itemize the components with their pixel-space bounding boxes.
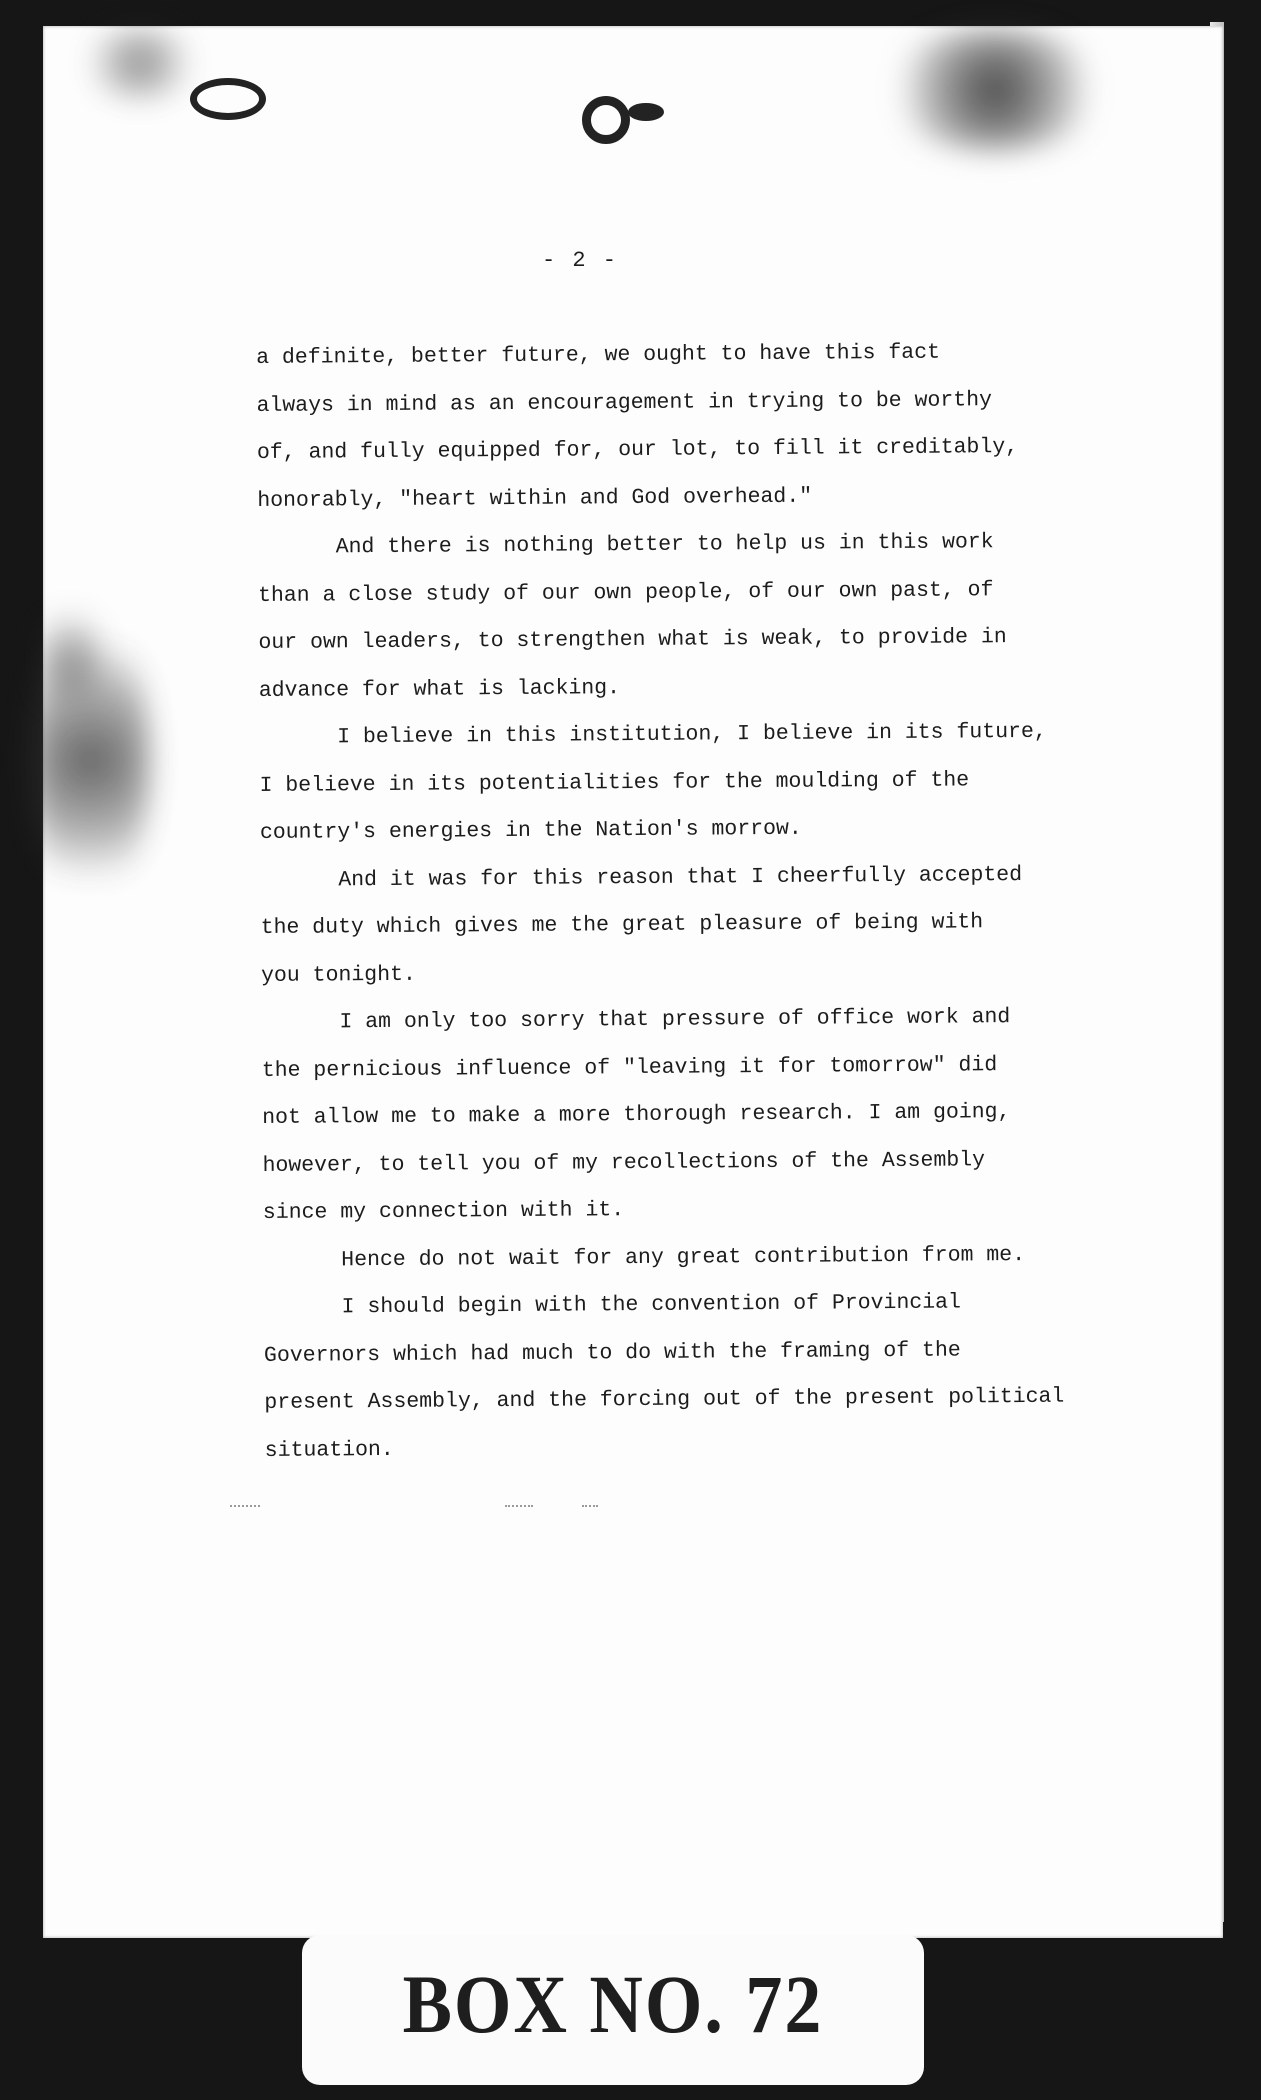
text-line: country's energies in the Nation's morrow. xyxy=(259,816,802,845)
punch-hole-center xyxy=(582,96,630,144)
text-line: I am only too sorry that pressure of office work and xyxy=(339,1005,1011,1035)
text-line: And it was for this reason that I cheerfully accepted xyxy=(338,862,1023,892)
text-line: situation. xyxy=(264,1437,394,1463)
text-line: I should begin with the convention of Provincial xyxy=(341,1290,962,1320)
dotted-mark xyxy=(582,1505,598,1509)
ink-smudge-top-right xyxy=(880,30,1110,150)
text-line: a definite, better future, we ought to have this fact xyxy=(256,340,941,370)
box-label-card xyxy=(302,1935,924,2085)
ink-smudge-left-small xyxy=(40,600,100,720)
text-line: advance for what is lacking. xyxy=(258,675,621,703)
text-line: And there is nothing better to help us in this work xyxy=(335,530,994,560)
text-line: honorably, "heart within and God overhead." xyxy=(257,484,813,513)
dotted-mark xyxy=(505,1505,533,1509)
text-line: Hence do not wait for any great contribution from me. xyxy=(341,1242,1026,1272)
text-line: present Assembly, and the forcing out of the present political xyxy=(264,1384,1065,1415)
text-line: since my connection with it. xyxy=(262,1198,625,1225)
text-line: Governors which had much to do with the framing of the xyxy=(263,1337,961,1368)
text-line: you tonight. xyxy=(260,962,416,988)
text-line: than a close study of our own people, of our own past, of xyxy=(257,577,994,608)
text-line: I believe in this institution, I believe in its future, xyxy=(337,719,1047,750)
box-label-text: BOX NO. 72 xyxy=(402,1959,824,2051)
punch-hole-tail xyxy=(628,103,664,121)
text-line: the duty which gives me the great pleasure of being with xyxy=(260,910,984,940)
text-line: our own leaders, to strengthen what is weak, to provide in xyxy=(258,625,1007,655)
text-line: the pernicious influence of "leaving it for tomorrow" did xyxy=(261,1052,998,1083)
text-line: of, and fully equipped for, our lot, to fill it creditably, xyxy=(256,435,1019,465)
ink-smudge-top-left xyxy=(80,28,200,98)
text-line: I believe in its potentialities for the moulding of the xyxy=(259,767,970,798)
dotted-mark xyxy=(230,1505,260,1509)
text-line: always in mind as an encouragement in trying to be worthy xyxy=(256,387,993,418)
text-line: not allow me to make a more thorough research. I am going, xyxy=(262,1100,1011,1130)
text-line: however, to tell you of my recollections of the Assembly xyxy=(262,1147,986,1178)
document-body xyxy=(256,328,1185,1475)
punch-hole-left xyxy=(190,78,266,120)
page-number: - 2 - xyxy=(541,248,618,273)
